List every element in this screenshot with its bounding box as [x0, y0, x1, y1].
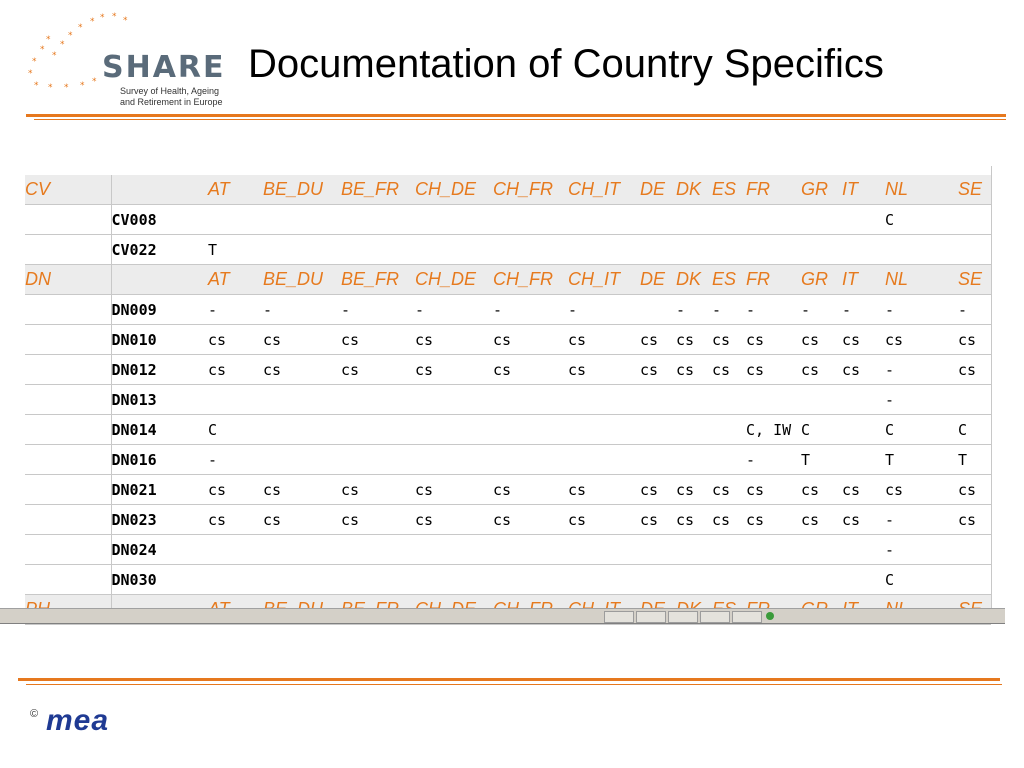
country-cell: FR — [746, 265, 801, 295]
country-cell: cs — [415, 505, 493, 535]
country-cell: FR — [746, 175, 801, 205]
country-cell: IT — [842, 265, 885, 295]
country-cell — [493, 535, 568, 565]
country-cell — [712, 385, 746, 415]
country-cell: cs — [958, 355, 991, 385]
country-cell: cs — [842, 325, 885, 355]
country-cell: cs — [746, 325, 801, 355]
section-cell — [25, 295, 111, 325]
svg-text:*: * — [40, 45, 45, 55]
country-cell — [676, 235, 712, 265]
country-cell: cs — [263, 355, 341, 385]
country-cell: - — [263, 295, 341, 325]
country-cell — [801, 205, 842, 235]
country-cell: cs — [885, 475, 958, 505]
country-cell — [746, 565, 801, 595]
country-cell: C — [208, 415, 263, 445]
country-cell — [676, 385, 712, 415]
country-cell — [263, 385, 341, 415]
country-cell: - — [208, 295, 263, 325]
table-row — [25, 415, 991, 445]
variable-name-cell: DN009 — [111, 295, 208, 325]
country-cell: cs — [842, 355, 885, 385]
country-cell: - — [568, 295, 640, 325]
country-cell — [263, 535, 341, 565]
country-cell: DE — [640, 175, 676, 205]
country-cell: cs — [885, 325, 958, 355]
country-cell: ES — [712, 265, 746, 295]
country-cell — [801, 565, 842, 595]
country-cell: NL — [885, 265, 958, 295]
table-row — [25, 565, 991, 595]
svg-text:*: * — [90, 17, 95, 27]
country-cell: cs — [415, 325, 493, 355]
country-cell: cs — [493, 505, 568, 535]
country-cell: CH_DE — [415, 265, 493, 295]
table-row — [25, 325, 991, 355]
country-cell — [842, 445, 885, 475]
variable-name-cell: DN012 — [111, 355, 208, 385]
logo-subtitle-line1: Survey of Health, Ageing — [120, 86, 220, 96]
country-cell — [676, 205, 712, 235]
country-cell: cs — [341, 355, 415, 385]
variable-name-cell — [111, 175, 208, 205]
country-cell: cs — [640, 505, 676, 535]
country-cell: cs — [640, 475, 676, 505]
country-cell: cs — [676, 355, 712, 385]
copyright-symbol: © — [30, 708, 39, 720]
internet-zone-icon — [766, 612, 774, 620]
window-scrollbar[interactable] — [0, 608, 1005, 624]
svg-text:*: * — [112, 12, 117, 22]
country-cell — [493, 205, 568, 235]
section-cell — [25, 385, 111, 415]
country-cell — [712, 235, 746, 265]
section-cell — [25, 355, 111, 385]
country-cell — [263, 415, 341, 445]
country-cell: cs — [568, 475, 640, 505]
section-header-row — [25, 175, 991, 205]
country-cell — [885, 235, 958, 265]
country-cell — [415, 235, 493, 265]
country-cell: - — [676, 295, 712, 325]
country-cell — [746, 235, 801, 265]
country-cell: cs — [746, 505, 801, 535]
country-cell: cs — [801, 505, 842, 535]
section-cell — [25, 535, 111, 565]
country-cell — [493, 385, 568, 415]
table-row — [25, 535, 991, 565]
country-cell: cs — [801, 475, 842, 505]
country-cell: cs — [640, 325, 676, 355]
country-cell: - — [885, 355, 958, 385]
country-cell — [263, 445, 341, 475]
svg-text:*: * — [34, 81, 39, 91]
country-cell — [712, 535, 746, 565]
country-cell: cs — [263, 475, 341, 505]
country-cell: cs — [208, 325, 263, 355]
country-cell: CH_IT — [568, 265, 640, 295]
country-cell — [746, 385, 801, 415]
variable-name-cell: CV008 — [111, 205, 208, 235]
country-cell: DE — [640, 265, 676, 295]
table-row — [25, 385, 991, 415]
variable-name-cell: DN010 — [111, 325, 208, 355]
country-cell — [801, 385, 842, 415]
country-cell: IT — [842, 175, 885, 205]
country-cell — [842, 535, 885, 565]
country-cell: cs — [746, 475, 801, 505]
country-cell — [493, 415, 568, 445]
status-pane — [668, 611, 698, 623]
svg-text:*: * — [123, 16, 128, 26]
section-cell — [25, 505, 111, 535]
country-cell — [958, 235, 991, 265]
country-cell: cs — [712, 475, 746, 505]
country-cell — [958, 535, 991, 565]
variable-name-cell: DN013 — [111, 385, 208, 415]
country-cell: T — [801, 445, 842, 475]
country-cell: cs — [415, 475, 493, 505]
status-pane — [732, 611, 762, 623]
status-pane — [604, 611, 634, 623]
table-row — [25, 475, 991, 505]
country-cell: cs — [958, 505, 991, 535]
country-cell — [842, 565, 885, 595]
status-pane — [636, 611, 666, 623]
country-cell: - — [801, 295, 842, 325]
country-cell — [341, 205, 415, 235]
country-cell: cs — [842, 505, 885, 535]
section-cell — [25, 445, 111, 475]
country-cell: SE — [958, 265, 991, 295]
table-row — [25, 355, 991, 385]
logo-wordmark: SHARE — [102, 50, 226, 85]
country-cell: BE_DU — [263, 175, 341, 205]
country-cell — [712, 415, 746, 445]
page-title: Documentation of Country Specifics — [248, 42, 884, 86]
country-cell — [493, 565, 568, 595]
country-cell: cs — [842, 475, 885, 505]
header-divider — [26, 114, 1006, 117]
table-row — [25, 505, 991, 535]
country-cell — [568, 445, 640, 475]
variable-name-cell: DN021 — [111, 475, 208, 505]
country-cell — [640, 235, 676, 265]
country-cell — [712, 445, 746, 475]
country-cell — [341, 565, 415, 595]
country-cell — [341, 445, 415, 475]
country-cell — [568, 565, 640, 595]
country-cell: BE_FR — [341, 265, 415, 295]
country-cell: DK — [676, 175, 712, 205]
country-cell — [958, 565, 991, 595]
section-cell — [25, 475, 111, 505]
country-cell: cs — [208, 505, 263, 535]
country-cell: GR — [801, 175, 842, 205]
section-cell: DN — [25, 265, 111, 295]
country-cell — [341, 385, 415, 415]
svg-text:*: * — [32, 57, 37, 67]
country-cell: - — [208, 445, 263, 475]
country-cell: - — [746, 295, 801, 325]
country-cell — [842, 205, 885, 235]
svg-text:*: * — [28, 69, 33, 79]
country-cell: cs — [712, 325, 746, 355]
country-cell: NL — [885, 175, 958, 205]
country-cell — [676, 415, 712, 445]
country-cell: cs — [568, 355, 640, 385]
table-body — [25, 175, 991, 625]
svg-text:*: * — [78, 23, 83, 33]
country-cell: cs — [712, 355, 746, 385]
country-cell: cs — [263, 505, 341, 535]
country-cell — [568, 535, 640, 565]
country-cell — [842, 385, 885, 415]
section-header-row — [25, 265, 991, 295]
variable-name-cell — [111, 265, 208, 295]
country-cell — [208, 535, 263, 565]
country-cell — [842, 235, 885, 265]
country-cell — [746, 205, 801, 235]
country-cell: T — [208, 235, 263, 265]
country-cell: cs — [208, 475, 263, 505]
country-cell: CH_IT — [568, 175, 640, 205]
section-cell — [25, 415, 111, 445]
svg-text:*: * — [46, 35, 51, 45]
svg-text:*: * — [48, 83, 53, 93]
variable-name-cell: DN016 — [111, 445, 208, 475]
svg-text:*: * — [68, 31, 73, 41]
country-cell: - — [415, 295, 493, 325]
country-cell: cs — [493, 325, 568, 355]
country-cell — [415, 385, 493, 415]
country-cell — [341, 535, 415, 565]
country-cell: C — [801, 415, 842, 445]
country-cell: C — [885, 415, 958, 445]
country-cell — [415, 535, 493, 565]
table-row — [25, 445, 991, 475]
mea-logo: mea — [46, 704, 110, 737]
country-cell: cs — [801, 355, 842, 385]
country-cell — [568, 385, 640, 415]
country-cell: cs — [341, 325, 415, 355]
svg-text:*: * — [52, 51, 57, 61]
country-specifics-table — [25, 166, 992, 608]
country-cell — [676, 565, 712, 595]
variable-name-cell: CV022 — [111, 235, 208, 265]
country-cell: C — [958, 415, 991, 445]
country-cell: DK — [676, 265, 712, 295]
country-cell: cs — [712, 505, 746, 535]
svg-text:*: * — [80, 81, 85, 91]
section-cell — [25, 205, 111, 235]
country-cell: BE_DU — [263, 265, 341, 295]
country-cell — [712, 565, 746, 595]
variable-name-cell: DN023 — [111, 505, 208, 535]
country-cell: cs — [568, 325, 640, 355]
section-cell — [25, 235, 111, 265]
footer-divider-thin — [26, 684, 1002, 685]
country-cell: cs — [263, 325, 341, 355]
section-cell — [25, 325, 111, 355]
country-cell: cs — [341, 475, 415, 505]
country-cell: cs — [568, 505, 640, 535]
variable-name-cell: DN030 — [111, 565, 208, 595]
country-cell: - — [885, 505, 958, 535]
country-cell — [640, 535, 676, 565]
country-cell: GR — [801, 265, 842, 295]
country-cell: SE — [958, 175, 991, 205]
country-cell — [640, 415, 676, 445]
country-cell — [640, 295, 676, 325]
country-cell: AT — [208, 175, 263, 205]
country-cell: cs — [640, 355, 676, 385]
country-cell: cs — [958, 475, 991, 505]
country-cell: C — [885, 205, 958, 235]
country-cell: cs — [746, 355, 801, 385]
country-cell — [208, 205, 263, 235]
country-cell — [493, 235, 568, 265]
country-cell: - — [842, 295, 885, 325]
table-row — [25, 295, 991, 325]
table-row — [25, 235, 991, 265]
country-cell: CH_FR — [493, 265, 568, 295]
country-cell: cs — [415, 355, 493, 385]
country-cell: cs — [958, 325, 991, 355]
country-cell: CH_FR — [493, 175, 568, 205]
svg-text:*: * — [64, 83, 69, 93]
table-top-gap — [25, 166, 991, 175]
country-cell: CH_DE — [415, 175, 493, 205]
country-cell: - — [341, 295, 415, 325]
share-logo — [24, 12, 226, 107]
country-cell — [640, 205, 676, 235]
status-pane — [700, 611, 730, 623]
country-cell: T — [885, 445, 958, 475]
country-cell: C, IW — [746, 415, 801, 445]
country-cell: - — [493, 295, 568, 325]
variable-name-cell: DN024 — [111, 535, 208, 565]
country-cell — [263, 205, 341, 235]
country-cell: - — [885, 295, 958, 325]
section-cell — [25, 565, 111, 595]
table-row — [25, 205, 991, 235]
footer-divider — [18, 678, 1000, 681]
country-cell — [263, 235, 341, 265]
country-cell — [568, 205, 640, 235]
country-cell — [415, 205, 493, 235]
country-cell — [263, 565, 341, 595]
country-cell: BE_FR — [341, 175, 415, 205]
country-cell: cs — [801, 325, 842, 355]
country-cell — [640, 565, 676, 595]
country-cell — [415, 565, 493, 595]
country-cell — [640, 385, 676, 415]
section-cell: CV — [25, 175, 111, 205]
logo-subtitle-line2: and Retirement in Europe — [120, 97, 223, 107]
country-cell — [341, 415, 415, 445]
country-cell: cs — [676, 475, 712, 505]
country-cell — [958, 205, 991, 235]
country-cell — [958, 385, 991, 415]
header-divider-thin — [34, 119, 1006, 120]
country-cell: cs — [493, 355, 568, 385]
country-cell: cs — [676, 505, 712, 535]
country-cell — [415, 445, 493, 475]
country-cell: cs — [341, 505, 415, 535]
svg-text:*: * — [92, 77, 97, 87]
country-cell — [801, 235, 842, 265]
country-cell — [208, 565, 263, 595]
country-cell — [712, 205, 746, 235]
country-cell — [801, 535, 842, 565]
country-cell — [208, 385, 263, 415]
country-cell: ES — [712, 175, 746, 205]
country-cell: C — [885, 565, 958, 595]
country-cell: cs — [208, 355, 263, 385]
country-cell: - — [958, 295, 991, 325]
country-cell: - — [746, 445, 801, 475]
country-cell: - — [885, 385, 958, 415]
svg-text:*: * — [100, 13, 105, 23]
country-cell: - — [712, 295, 746, 325]
svg-text:*: * — [60, 40, 65, 50]
country-cell: - — [885, 535, 958, 565]
country-cell — [568, 235, 640, 265]
country-cell: cs — [676, 325, 712, 355]
country-cell — [568, 415, 640, 445]
variable-name-cell: DN014 — [111, 415, 208, 445]
country-cell — [676, 535, 712, 565]
country-cell — [842, 415, 885, 445]
country-cell — [676, 445, 712, 475]
country-cell: AT — [208, 265, 263, 295]
country-cell — [640, 445, 676, 475]
country-cell — [493, 445, 568, 475]
country-cell — [415, 415, 493, 445]
country-cell: T — [958, 445, 991, 475]
country-cell — [341, 235, 415, 265]
country-cell — [746, 535, 801, 565]
country-cell: cs — [493, 475, 568, 505]
